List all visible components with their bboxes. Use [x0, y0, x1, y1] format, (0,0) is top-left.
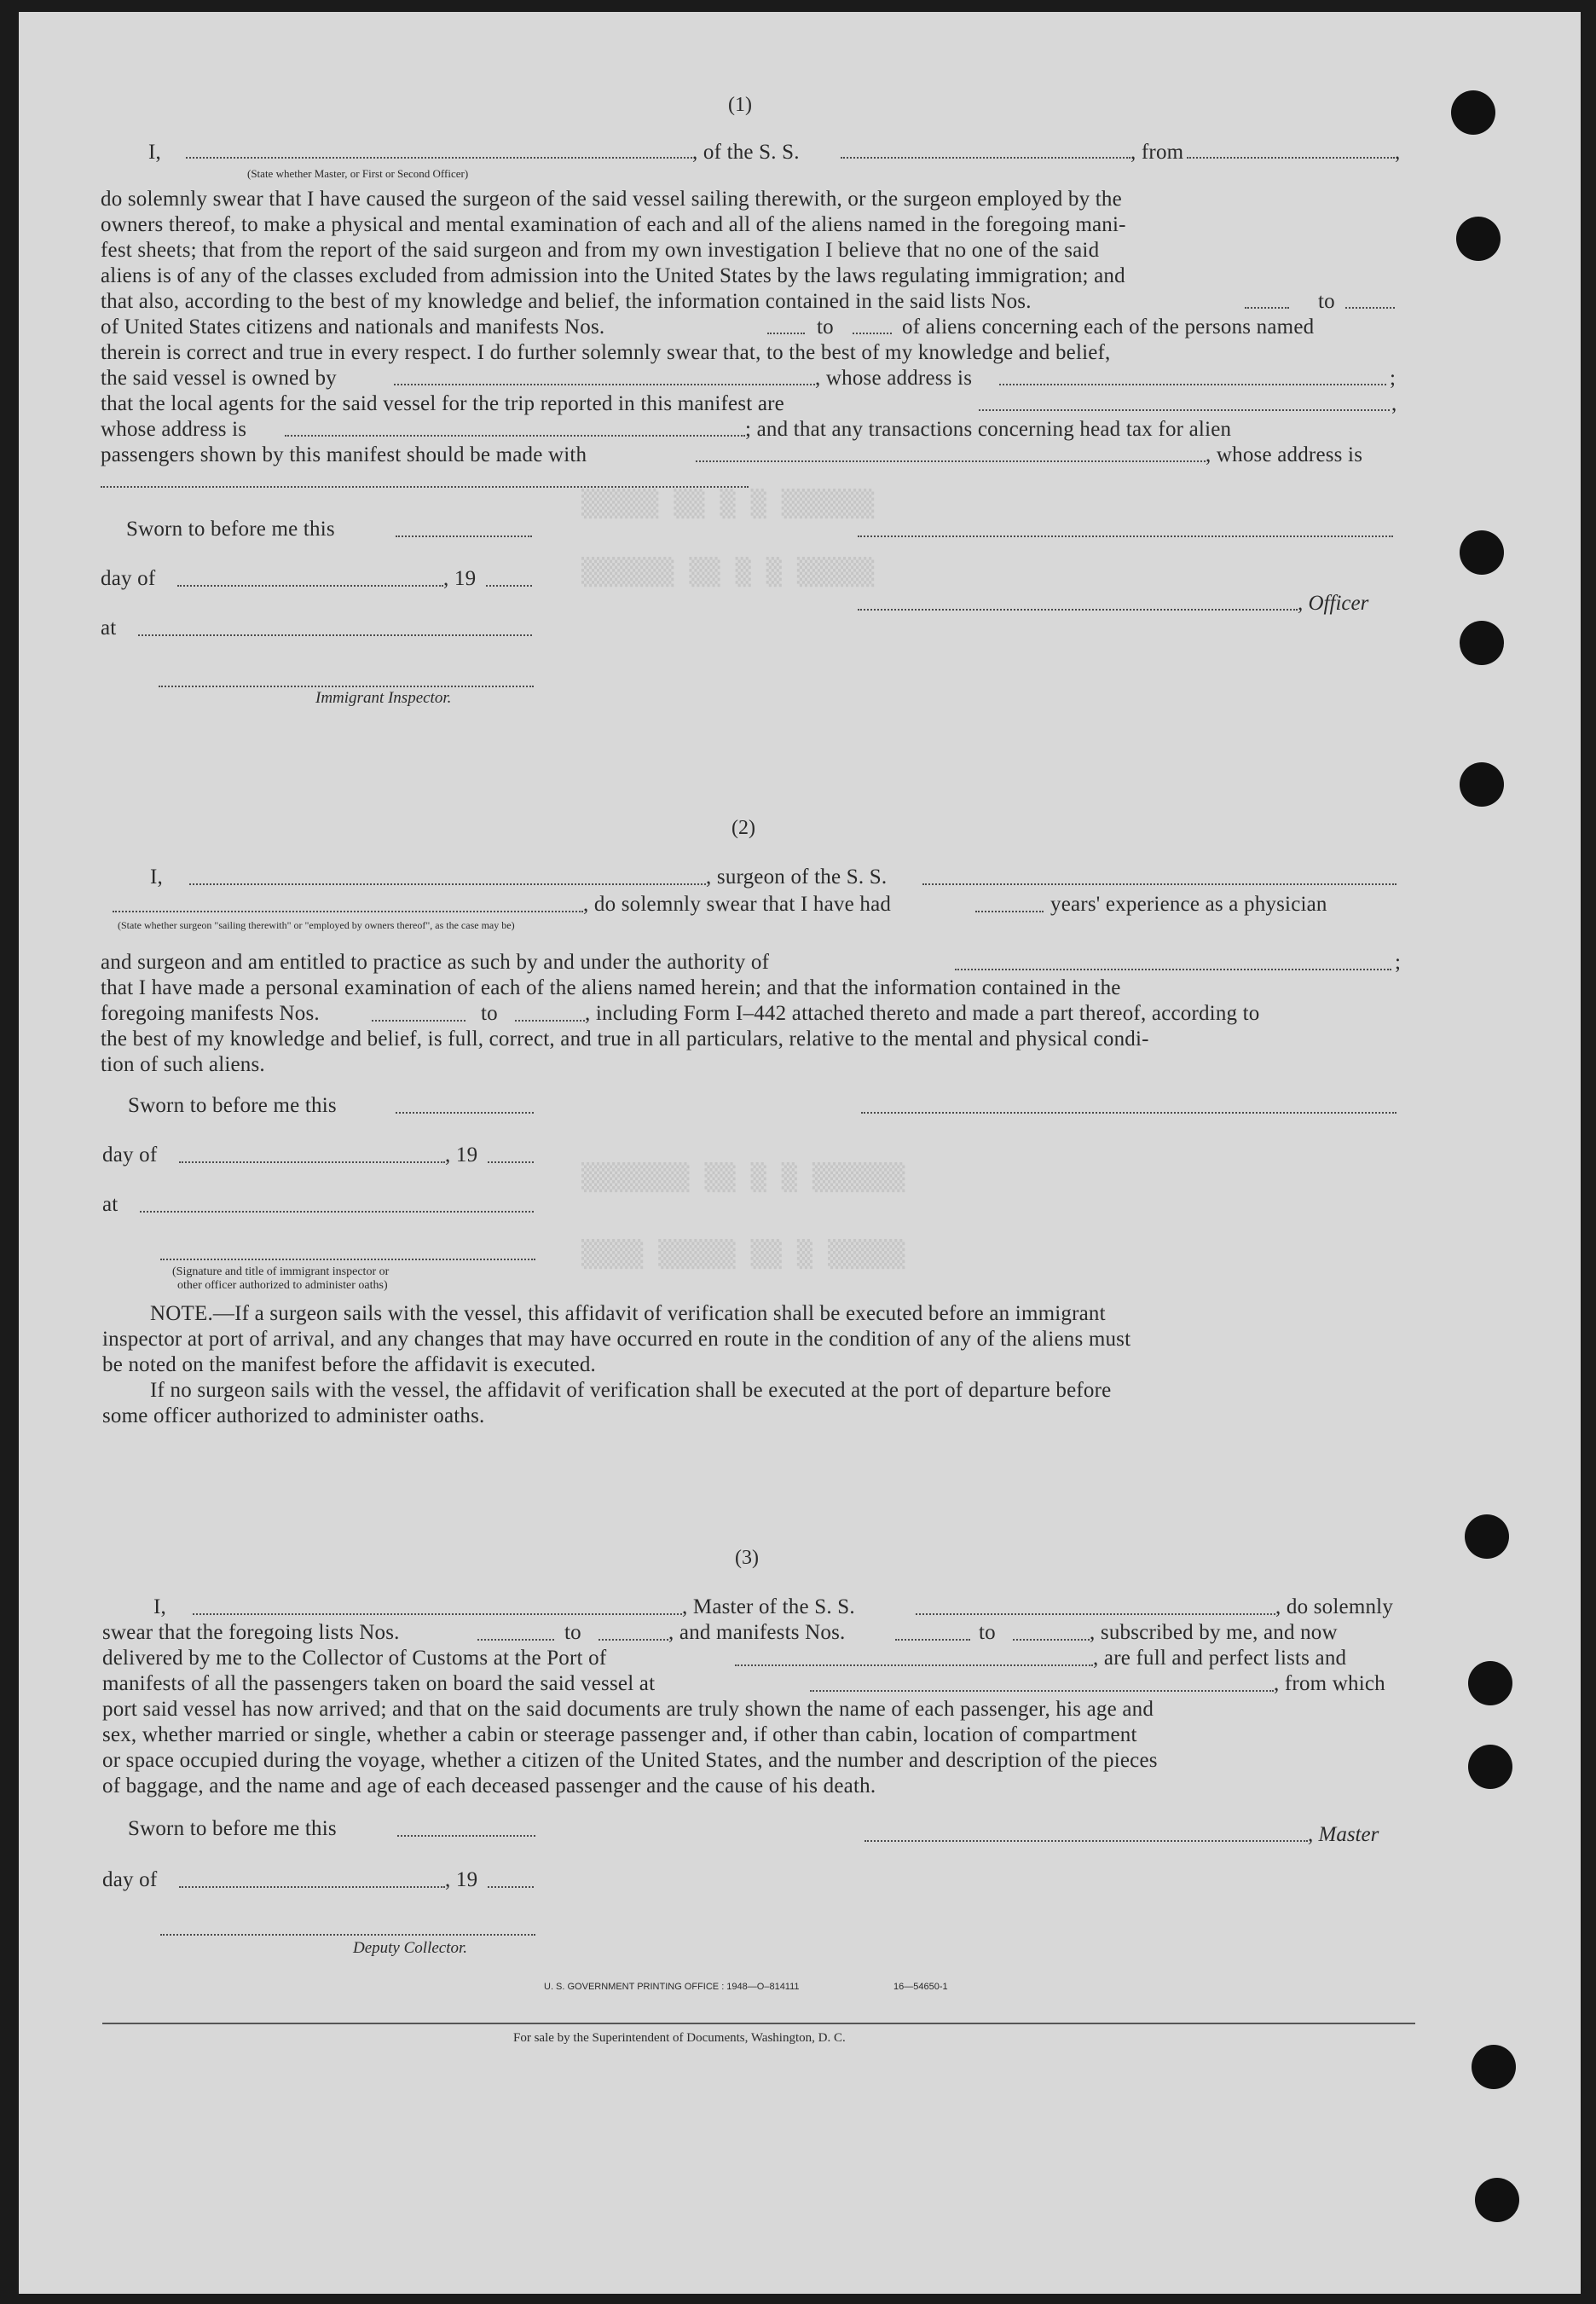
s1-comma-2: ,: [1391, 392, 1397, 415]
s3-master-name-field[interactable]: [193, 1613, 682, 1615]
s3-lists-from-field[interactable]: [477, 1639, 554, 1641]
s1-officer-caption: (State whether Master, or First or Second Officer): [247, 167, 469, 180]
s3-sworn-date-field[interactable]: [397, 1835, 535, 1837]
s3-manifests-to-field[interactable]: [1013, 1639, 1090, 1641]
s2-line-6: the best of my knowledge and belief, is full, correct, and true in all particulars, relative to the mental and physical condi-: [101, 1028, 1149, 1051]
s1-line-11a: passengers shown by this manifest should be made with: [101, 443, 587, 466]
s2-month-field[interactable]: [179, 1161, 445, 1163]
punch-hole: [1460, 530, 1504, 575]
section-3-number: (3): [735, 1547, 759, 1569]
s3-to-1: to: [564, 1621, 581, 1644]
s2-manifests-from-field[interactable]: [372, 1020, 466, 1022]
s2-at-field[interactable]: [140, 1211, 534, 1213]
s1-line-9: that the local agents for the said vessel for the trip reported in this manifest are: [101, 392, 784, 415]
s3-line-5: port said vessel has now arrived; and that on the said documents are truly shown the name of each passenger, his age and: [102, 1698, 1154, 1721]
s3-lists-to-field[interactable]: [598, 1639, 668, 1641]
s1-officer-title-line[interactable]: [858, 609, 1298, 611]
punch-hole: [1456, 217, 1501, 261]
footer-rule: [102, 2023, 1415, 2024]
s1-inspector-signature-line[interactable]: [159, 686, 534, 687]
s1-agent-address-field[interactable]: [285, 435, 745, 437]
s3-line-3a: delivered by me to the Collector of Customs at the Port of: [102, 1647, 607, 1670]
section-1-number: (1): [728, 94, 752, 116]
s1-from: , from: [1130, 141, 1184, 164]
s1-contact-address-field[interactable]: [101, 486, 749, 488]
s3-do-solemnly: , do solemnly: [1275, 1595, 1394, 1618]
s3-boarding-port-field[interactable]: [810, 1690, 1274, 1692]
s3-line-4b: , from which: [1274, 1672, 1385, 1695]
s2-manifests-to-field[interactable]: [515, 1020, 585, 1022]
s2-note-4: If no surgeon sails with the vessel, the affidavit of verification shall be executed at the port of departure before: [150, 1379, 1112, 1402]
s1-year-field[interactable]: [486, 585, 532, 587]
s1-local-agents-field[interactable]: [979, 409, 1390, 411]
s1-sworn-label: Sworn to before me this: [126, 518, 335, 541]
s2-sworn-date-field[interactable]: [396, 1112, 534, 1114]
s1-line-6b: of aliens concerning each of the persons named: [902, 315, 1315, 339]
s2-authority-field[interactable]: [955, 969, 1391, 970]
s1-line-10b: ; and that any transactions concerning head tax for alien: [745, 418, 1232, 441]
punch-hole: [1468, 1745, 1512, 1789]
s1-line-10a: whose address is: [101, 418, 247, 441]
s1-i: I,: [148, 141, 161, 164]
s2-at-label: at: [102, 1193, 119, 1216]
s1-vessel-name-field[interactable]: [841, 157, 1130, 159]
s2-note-5: some officer authorized to administer oaths.: [102, 1404, 485, 1427]
s3-collector-signature-line[interactable]: [160, 1934, 535, 1936]
s1-year-prefix: , 19: [443, 567, 477, 590]
s1-officer-name-field[interactable]: [186, 157, 692, 159]
s2-sworn-label: Sworn to before me this: [128, 1094, 337, 1117]
s1-from-field[interactable]: [1187, 157, 1395, 159]
s1-line-11b: , whose address is: [1206, 443, 1363, 466]
s1-to-2: to: [817, 315, 834, 339]
s3-master-label: , Master: [1308, 1823, 1379, 1846]
s2-line-5b: , including Form I–442 attached thereto and made a part thereof, according to: [585, 1002, 1260, 1025]
s1-owner-field[interactable]: [394, 384, 815, 385]
s3-port-field[interactable]: [735, 1664, 1093, 1666]
punch-hole: [1472, 2045, 1516, 2089]
punch-hole: [1460, 762, 1504, 807]
s2-line-3: and surgeon and am entitled to practice as such by and under the authority of: [101, 951, 770, 974]
s1-sworn-date-field[interactable]: [396, 535, 532, 537]
s1-day-of-label: day of: [101, 567, 156, 590]
s2-line-7: tion of such aliens.: [101, 1053, 265, 1076]
s2-note-3: be noted on the manifest before the affidavit is executed.: [102, 1353, 596, 1376]
punch-hole: [1451, 90, 1495, 135]
s3-deputy-label: Deputy Collector.: [353, 1939, 468, 1957]
s2-year-field[interactable]: [488, 1161, 534, 1163]
s3-line-2a: swear that the foregoing lists Nos.: [102, 1621, 400, 1644]
s1-line-8a: the said vessel is owned by: [101, 367, 337, 390]
s1-owner-address-field[interactable]: [999, 384, 1386, 385]
s3-line-6: sex, whether married or single, whether a cabin or steerage passenger and, if other than cabin, location of compartment: [102, 1723, 1137, 1746]
s3-manifests-from-field[interactable]: [895, 1639, 970, 1641]
s2-vessel-field[interactable]: [922, 883, 1396, 885]
s1-line-2: owners thereof, to make a physical and mental examination of each and all of the aliens named in the foregoing mani-: [101, 213, 1126, 236]
s3-master-of: , Master of the S. S.: [682, 1595, 855, 1618]
s3-year-prefix: , 19: [445, 1868, 478, 1891]
s2-year-prefix: , 19: [445, 1143, 478, 1166]
punch-hole: [1468, 1661, 1512, 1705]
s2-sig-caption-1: (Signature and title of immigrant inspector or: [172, 1265, 390, 1278]
s3-i: I,: [153, 1595, 166, 1618]
s2-note-1: NOTE.—If a surgeon sails with the vessel, this affidavit of verification shall be executed before an immigrant: [150, 1302, 1106, 1325]
s2-swear: , do solemnly swear that I have had: [583, 893, 892, 916]
s2-surgeon-of: , surgeon of the S. S.: [706, 865, 888, 889]
s3-sworn-label: Sworn to before me this: [128, 1817, 337, 1840]
s3-subscribed: , subscribed by me, and now: [1090, 1621, 1338, 1644]
gpo-imprint: U. S. GOVERNMENT PRINTING OFFICE : 1948—O–814111: [544, 1982, 800, 1992]
s1-at-field[interactable]: [138, 634, 532, 636]
s2-years-field[interactable]: [975, 911, 1044, 912]
punch-hole: [1475, 2178, 1519, 2222]
s3-to-2: to: [979, 1621, 996, 1644]
sale-notice: For sale by the Superintendent of Documents, Washington, D. C.: [513, 2031, 846, 2045]
s1-head-tax-contact-field[interactable]: [696, 460, 1206, 462]
section-2-number: (2): [732, 817, 755, 839]
s3-vessel-field[interactable]: [916, 1613, 1275, 1615]
s1-line-5: that also, according to the best of my knowledge and belief, the information contained in the said lists Nos.: [101, 290, 1032, 313]
s3-line-8: of baggage, and the name and age of each deceased passenger and the cause of his death.: [102, 1774, 876, 1797]
s1-line-7: therein is correct and true in every respect. I do further solemnly swear that, to the best of my knowledge and belief,: [101, 341, 1111, 364]
document-page: [19, 12, 1581, 2294]
s2-surgeon-caption: (State whether surgeon "sailing therewith" or "employed by owners thereof", as the case may be): [118, 919, 515, 931]
s2-day-of-label: day of: [102, 1143, 158, 1166]
punch-hole: [1465, 1514, 1509, 1559]
bleed-through-mark: ▒▒▒▒▒ ▒▒ ▒ ▒ ▒▒▒▒▒▒: [581, 489, 875, 519]
s2-surgeon-signature-line[interactable]: [861, 1112, 1396, 1114]
s2-surgeon-name-field[interactable]: [189, 883, 706, 885]
s2-years: years' experience as a physician: [1050, 893, 1327, 916]
s2-sig-caption-2: other officer authorized to administer oaths): [177, 1279, 388, 1292]
s1-to-1: to: [1318, 290, 1335, 313]
s3-master-signature-line[interactable]: [864, 1840, 1308, 1842]
bleed-through-mark: ▒▒▒▒▒▒▒ ▒▒ ▒ ▒ ▒▒▒▒▒▒: [581, 1163, 905, 1193]
form-number: 16—54650-1: [893, 1982, 948, 1992]
s3-day-of-label: day of: [102, 1868, 158, 1891]
s1-semicolon-1: ;: [1390, 367, 1396, 390]
s3-and-manifests: , and manifests Nos.: [668, 1621, 846, 1644]
s2-surgeon-status-field[interactable]: [113, 911, 583, 912]
s1-line-6a: of United States citizens and nationals and manifests Nos.: [101, 315, 605, 339]
s1-lists-from-field[interactable]: [1245, 307, 1289, 309]
s1-officer-signature-line[interactable]: [858, 535, 1393, 537]
s1-line-3: fest sheets; that from the report of the said surgeon and from my own investigation I believe that no one of the said: [101, 239, 1100, 262]
s3-month-field[interactable]: [179, 1886, 445, 1888]
s2-note-2: inspector at port of arrival, and any changes that may have occurred en route in the condition of any of the aliens must: [102, 1328, 1131, 1351]
s3-line-3b: , are full and perfect lists and: [1093, 1647, 1347, 1670]
s1-officer-label: , Officer: [1298, 592, 1369, 615]
s1-whose-address-1: , whose address is: [815, 367, 973, 390]
s3-line-7: or space occupied during the voyage, whether a citizen of the United States, and the number and description of the pieces: [102, 1749, 1158, 1772]
s3-year-field[interactable]: [488, 1886, 534, 1888]
s1-of-the-ss: , of the S. S.: [692, 141, 800, 164]
s1-line-1: do solemnly swear that I have caused the surgeon of the said vessel sailing therewith, or the surgeon employed by the: [101, 188, 1122, 211]
s1-manifests-from-field[interactable]: [767, 333, 805, 334]
s1-inspector-label: Immigrant Inspector.: [315, 689, 452, 707]
s2-inspector-signature-line[interactable]: [160, 1259, 535, 1260]
s2-to: to: [481, 1002, 498, 1025]
s1-month-field[interactable]: [177, 585, 443, 587]
s2-semicolon: ;: [1395, 951, 1402, 974]
bleed-through-mark: ▒▒▒▒ ▒▒▒▒▒ ▒▒ ▒ ▒▒▒▒▒: [581, 1240, 905, 1270]
s1-line-4: aliens is of any of the classes excluded from admission into the United States by the laws regulating immigration; and: [101, 264, 1125, 287]
s2-line-4: that I have made a personal examination of each of the aliens named herein; and that the information contained in the: [101, 976, 1121, 999]
s3-line-4a: manifests of all the passengers taken on board the said vessel at: [102, 1672, 656, 1695]
s2-line-5a: foregoing manifests Nos.: [101, 1002, 320, 1025]
bleed-through-mark: ▒▒▒▒▒▒ ▒▒ ▒ ▒ ▒▒▒▒▒: [581, 558, 875, 588]
s1-manifests-to-field[interactable]: [853, 333, 892, 334]
s1-comma: ,: [1395, 141, 1401, 164]
punch-hole: [1460, 621, 1504, 665]
s1-lists-to-field[interactable]: [1345, 307, 1395, 309]
s2-i: I,: [150, 865, 163, 889]
s1-at-label: at: [101, 617, 117, 640]
